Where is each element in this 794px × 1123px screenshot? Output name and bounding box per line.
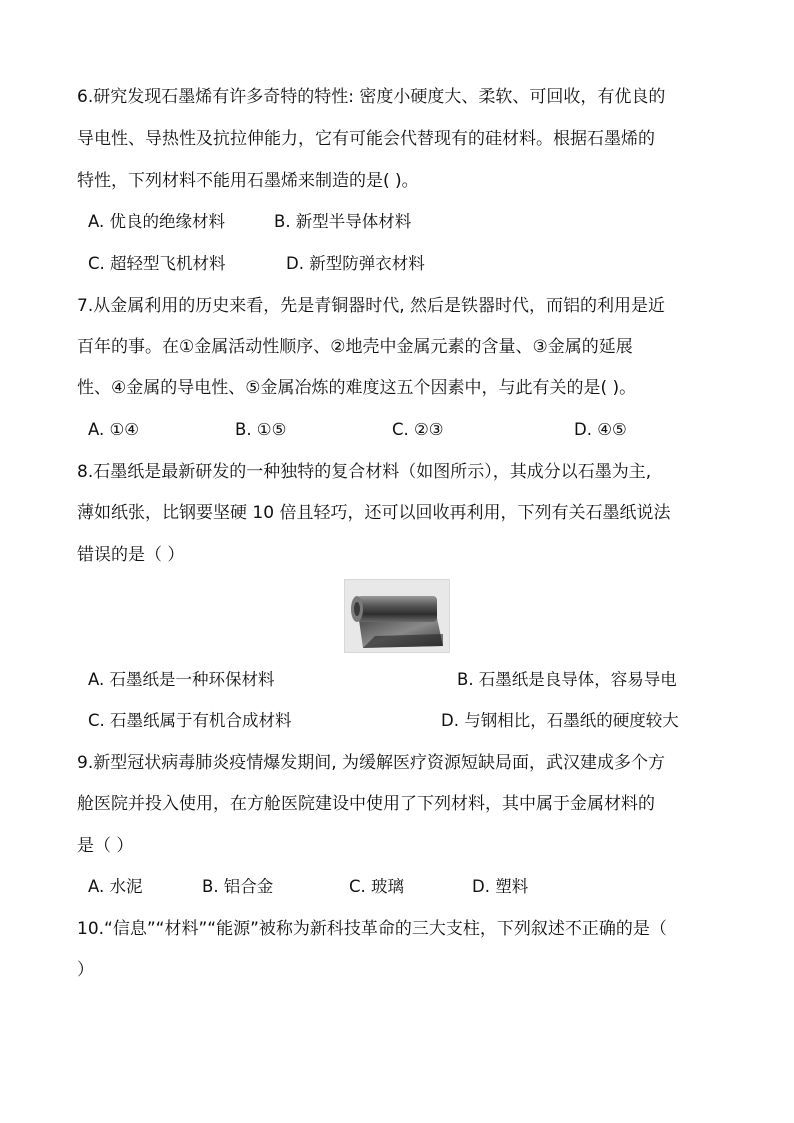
q9-stem-line-3: 是（ ） [77, 836, 134, 856]
q7-stem-line-1: 7.从金属利用的历史来看，先是青铜器时代, 然后是铁器时代，而铝的利用是近 [77, 296, 666, 316]
q6-stem-line-1: 6.研究发现石墨烯有许多奇特的特性: 密度小硬度大、柔软、可回收，有优良的 [77, 87, 666, 107]
q9-stem-line-2: 舱医院并投入使用，在方舱医院建设中使用了下列材料，其中属于金属材料的 [77, 794, 655, 814]
q6-option-a[interactable]: A. 优良的绝缘材料 [88, 212, 225, 231]
q7-option-b[interactable]: B. ①⑤ [235, 420, 287, 439]
q7-stem-line-3: 性、④金属的导电性、⑤金属冶炼的难度这五个因素中，与此有关的是( )。 [77, 378, 637, 398]
q8-option-b[interactable]: B. 石墨纸是良导体，容易导电 [457, 670, 677, 689]
q6-option-d[interactable]: D. 新型防弹衣材料 [286, 254, 425, 273]
q8-option-d[interactable]: D. 与钢相比，石墨纸的硬度较大 [441, 711, 679, 730]
graphite-roll-illustration [345, 580, 449, 652]
q7-option-c[interactable]: C. ②③ [392, 420, 444, 439]
q9-option-b[interactable]: B. 铝合金 [202, 877, 274, 896]
q7-option-a[interactable]: A. ①④ [88, 420, 140, 439]
q8-stem-line-2: 薄如纸张，比钢要坚硬 10 倍且轻巧，还可以回收再利用，下列有关石墨纸说法 [77, 503, 671, 523]
q7-option-d[interactable]: D. ④⑤ [574, 420, 627, 439]
graphite-paper-photo [344, 579, 450, 653]
q8-option-a[interactable]: A. 石墨纸是一种环保材料 [88, 670, 275, 689]
q6-option-b[interactable]: B. 新型半导体材料 [274, 212, 412, 231]
q10-stem-line-2: ） [77, 960, 94, 980]
q6-stem-line-3: 特性，下列材料不能用石墨烯来制造的是( )。 [77, 171, 419, 191]
q6-stem-line-2: 导电性、导热性及抗拉伸能力，它有可能会代替现有的硅材料。根据石墨烯的 [77, 129, 655, 149]
q8-option-c[interactable]: C. 石墨纸属于有机合成材料 [88, 711, 292, 730]
q7-stem-line-2: 百年的事。在①金属活动性顺序、②地壳中金属元素的含量、③金属的延展 [77, 337, 633, 357]
q6-option-c[interactable]: C. 超轻型飞机材料 [88, 254, 226, 273]
q9-option-d[interactable]: D. 塑料 [472, 877, 529, 896]
q8-stem-line-3: 错误的是（ ） [77, 545, 185, 565]
q9-stem-line-1: 9.新型冠状病毒肺炎疫情爆发期间, 为缓解医疗资源短缺局面，武汉建成多个方 [77, 753, 666, 773]
q9-option-a[interactable]: A. 水泥 [88, 877, 143, 896]
q8-stem-line-1: 8.石墨纸是最新研发的一种独特的复合材料（如图所示），其成分以石墨为主, [77, 462, 652, 482]
q10-stem-line-1: 10.“信息”“材料”“能源”被称为新科技革命的三大支柱，下列叙述不正确的是（ [77, 919, 667, 939]
q9-option-c[interactable]: C. 玻璃 [349, 877, 405, 896]
